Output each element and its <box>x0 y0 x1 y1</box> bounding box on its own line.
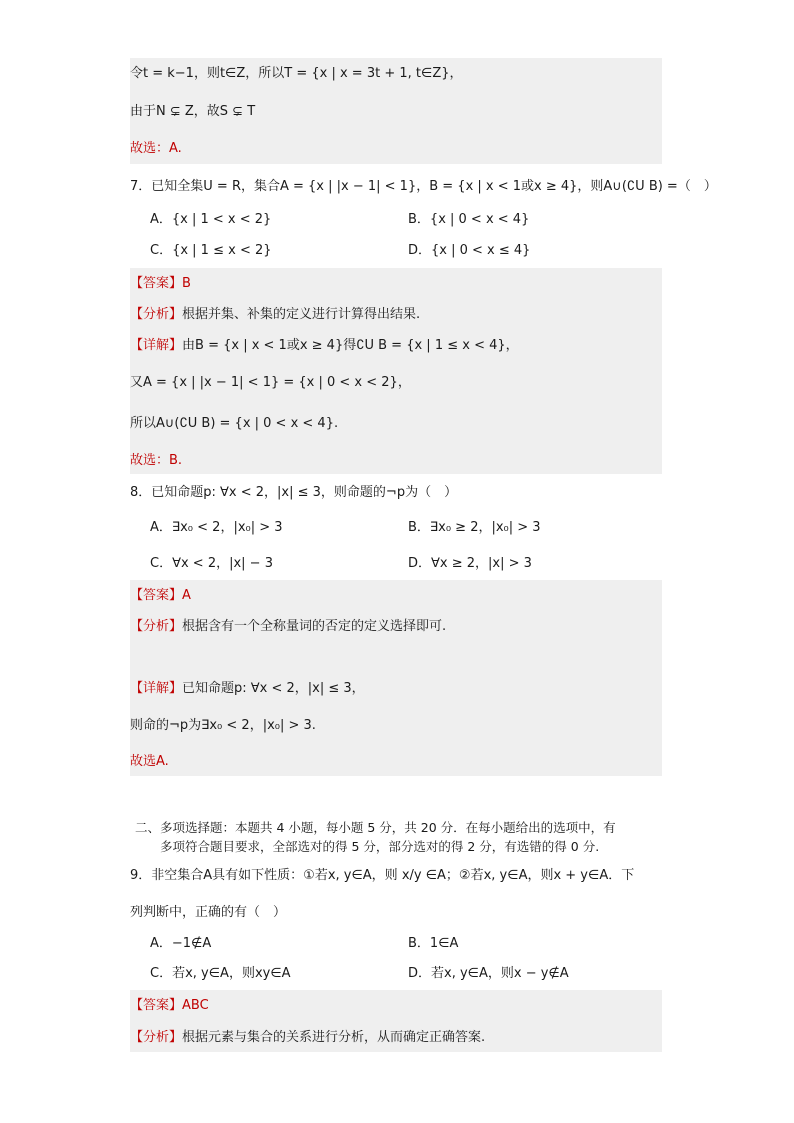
q8-stem: 8．已知命题p: ∀x < 2，|x| ≤ 3，则命题的¬p为（ ） <box>130 485 458 500</box>
q7-option-d: D．{x | 0 < x ≤ 4} <box>408 243 531 258</box>
q9-analysis-text: 根据元素与集合的关系进行分析，从而确定正确答案. <box>182 1030 486 1045</box>
q8-option-a: A．∃x₀ < 2，|x₀| > 3 <box>150 520 283 535</box>
q7-solution-block <box>130 268 662 474</box>
q6-solution-line-1: 令t = k−1，则t∈Z，所以T = {x | x = 3t + 1, t∈Z}， <box>130 66 463 81</box>
q8-answer-tag: 【答案】 <box>130 588 183 603</box>
q7-answer-value: B <box>182 276 191 291</box>
q8-answer <box>130 587 662 605</box>
q8-solution-block <box>130 580 662 776</box>
q8-option-d: D．∀x ≥ 2，|x| > 3 <box>408 556 532 571</box>
q9-option-a: A．−1∉A <box>150 936 212 951</box>
q8-detail-1 <box>130 680 662 698</box>
q7-conclusion-text: 故选：B. <box>130 453 183 468</box>
q6-conclusion-text: 故选：A. <box>130 141 182 156</box>
q7-analysis-tag: 【分析】 <box>130 307 183 322</box>
q8-option-b: B．∃x₀ ≥ 2，|x₀| > 3 <box>408 520 541 535</box>
q9-analysis-tag: 【分析】 <box>130 1030 183 1045</box>
q7-stem: 7．已知全集U = R，集合A = {x | |x − 1| < 1}，B = {x | x < 1或x ≥ 4}，则A∪(∁U B) =（ ） <box>130 179 717 194</box>
q7-conclusion <box>130 452 662 470</box>
q9-stem-line-2: 列判断中，正确的有（ ） <box>130 905 287 920</box>
q8-detail-2: 则命的¬p为∃x₀ < 2，|x₀| > 3. <box>130 718 316 733</box>
q8-detail-tag: 【详解】 <box>130 681 183 696</box>
q7-detail-3: 所以A∪(∁U B) = {x | 0 < x < 4}. <box>130 416 339 431</box>
q7-option-b: B．{x | 0 < x < 4} <box>408 212 530 227</box>
q7-answer <box>130 275 662 293</box>
q9-option-d: D．若x, y∈A，则x − y∉A <box>408 966 569 981</box>
q6-solution-line-2: 由于N ⊊ Z，故S ⊊ T <box>130 104 256 119</box>
q9-stem-line-1: 9．非空集合A具有如下性质：①若x, y∈A，则 x/y ∈A；②若x, y∈A，则x + y∈A．下 <box>130 868 635 883</box>
q8-conclusion-text: 故选A. <box>130 754 169 769</box>
q9-option-c: C．若x, y∈A，则xy∈A <box>150 966 291 981</box>
q8-detail-text-1: 已知命题p: ∀x < 2，|x| ≤ 3， <box>182 681 365 696</box>
q6-conclusion <box>130 140 662 158</box>
q9-answer-tag: 【答案】 <box>130 998 183 1013</box>
q8-analysis-text: 根据含有一个全称量词的否定的定义选择即可. <box>182 619 447 634</box>
q8-analysis <box>130 618 662 636</box>
section-2-heading-line-2: 多项符合题目要求，全部选对的得 5 分，部分选对的得 2 分，有选错的得 0 分. <box>160 839 600 854</box>
q8-option-c: C．∀x < 2，|x| − 3 <box>150 556 273 571</box>
q7-detail-1 <box>130 337 662 355</box>
q9-answer-value: ABC <box>182 998 209 1013</box>
q7-option-c: C．{x | 1 ≤ x < 2} <box>150 243 272 258</box>
q7-analysis <box>130 306 662 324</box>
q7-analysis-text: 根据并集、补集的定义进行计算得出结果. <box>182 307 421 322</box>
q7-detail-2: 又A = {x | |x − 1| < 1} = {x | 0 < x < 2}， <box>130 375 411 390</box>
q9-answer <box>130 997 662 1015</box>
q8-analysis-tag: 【分析】 <box>130 619 183 634</box>
q8-conclusion <box>130 753 662 771</box>
q7-answer-tag: 【答案】 <box>130 276 183 291</box>
q7-option-a: A．{x | 1 < x < 2} <box>150 212 272 227</box>
q8-answer-value: A <box>182 588 191 603</box>
q9-analysis <box>130 1029 662 1047</box>
q7-detail-tag: 【详解】 <box>130 338 183 353</box>
q9-option-b: B．1∈A <box>408 936 459 951</box>
q7-detail-text-1: 由B = {x | x < 1或x ≥ 4}得∁U B = {x | 1 ≤ x < 4}， <box>182 338 519 353</box>
section-2-heading-line-1: 二、多项选择题：本题共 4 小题，每小题 5 分，共 20 分．在每小题给出的选项中，有 <box>135 820 616 835</box>
